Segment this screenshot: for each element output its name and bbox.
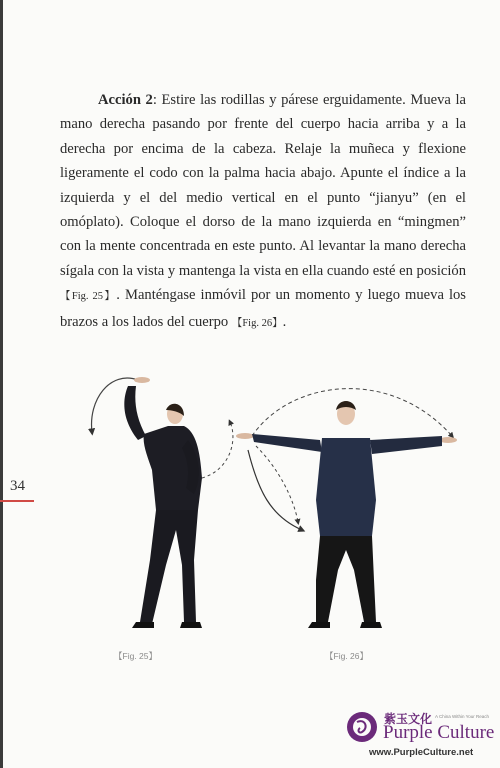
dashed-arrow-left [202, 422, 233, 478]
legs [140, 510, 198, 624]
paragraph-text-2: . Manténgase inmóvil por un momento y luego mueva los brazos a los lados del cuerpo [60, 287, 466, 330]
page-number-rule [0, 500, 34, 502]
legs [316, 536, 376, 622]
torso [316, 438, 376, 536]
action-heading: Acción 2 [98, 92, 153, 108]
watermark-brand [345, 710, 495, 760]
paragraph-text-1: : Estire las rodillas y párese erguidamente. Mueva la mano derecha pasando por frente del cuerpo hacia arriba y a la derecha por encima de la cabeza. Relaje la muñeca y flexione ligeramente el codo con la palma hacia abajo. Apunte el índice a la izquierda y el del medio vertical en el punto “jianyu” (en el omóplato). Coloque el dorso de la mano izquierda en “mingmen” con la mente concentrada en este punto. Al levantar la mano derecha sígala con la vista y mantenga la vista en ella cuando esté en posición [60, 92, 466, 279]
figure-25-caption: 【Fig. 25】 [114, 651, 157, 661]
figure-26-caption: 【Fig. 26】 [325, 651, 368, 661]
figures-illustration [70, 360, 470, 660]
right-arm [370, 436, 442, 454]
page-number: 34 [10, 478, 25, 494]
figure-reference-25: 【Fig. 25】 [60, 291, 117, 303]
left-shoe [132, 622, 154, 628]
figure-25-person [92, 377, 233, 628]
left-arm [252, 434, 322, 452]
raised-arm [124, 386, 146, 440]
instruction-paragraph [60, 88, 466, 336]
left-hand [236, 433, 254, 439]
left-shoe [308, 622, 330, 628]
purple-culture-logo-icon [345, 710, 379, 744]
dashed-arrow-down [256, 446, 298, 522]
raised-hand [134, 377, 150, 383]
right-shoe [180, 622, 202, 628]
brand-name: Purple Culture [383, 722, 495, 743]
brand-tagline: A China Within Your Reach [435, 714, 490, 719]
brand-name-chinese: 紫玉文化 [384, 712, 433, 726]
figure-reference-26: 【Fig. 26】 [231, 317, 283, 329]
paragraph-text-3: . [282, 313, 287, 330]
figure-26-person [236, 389, 457, 628]
solid-arrow-down [248, 450, 302, 530]
right-shoe [360, 622, 382, 628]
page-edge-rule [0, 0, 3, 768]
brand-url: www.PurpleCulture.net [369, 747, 474, 758]
body-paragraph [60, 88, 466, 336]
